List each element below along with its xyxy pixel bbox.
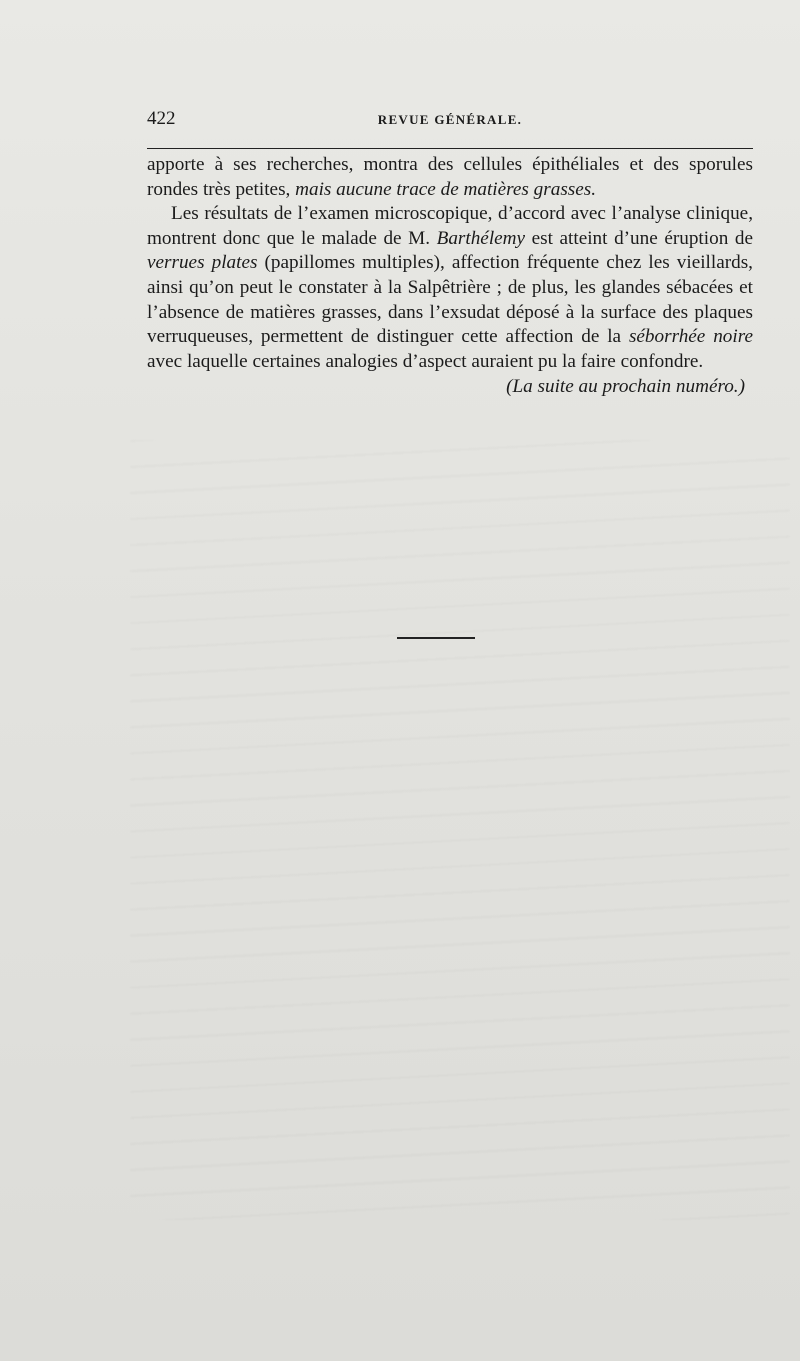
italic-run: séborrhée noire: [628, 326, 753, 348]
italic-run: Barthélemy: [436, 227, 526, 249]
show-through-text: [130, 440, 790, 1220]
body-text: [147, 153, 753, 400]
section-end-rule: [397, 637, 475, 639]
text-run: apporte à ses recherches, montra des cellules épithéliales et des sporules rondes très petites,: [147, 154, 753, 200]
italic-run: verrues plates: [147, 252, 258, 274]
italic-run: mais aucune trace de matières grasses.: [295, 178, 597, 200]
italic-run: (La suite au prochain numéro.): [506, 376, 745, 398]
paragraph-continuation: [147, 153, 753, 202]
header-rule: [147, 148, 753, 149]
text-run: avec laquelle certaines analogies d’aspect auraient pu la faire confondre.: [147, 350, 704, 372]
running-head: REVUE GÉNÉRALE.: [377, 112, 523, 127]
text-run: Les résultats de l’examen microscopique, d’accord avec l’analyse clinique, montrent donc que le malade de M.: [147, 203, 753, 249]
continued-note: [147, 375, 753, 400]
page-header: [147, 108, 753, 138]
page-number: 422: [147, 108, 176, 129]
paragraph-results: [147, 202, 753, 374]
text-run: (papillomes multiples), affection fréquente chez les vieillards, ainsi qu’on peut le constater à la Salpêtrière ; de plus, les glandes sébacées et l’absence de matières grasses, dans l’exsudat déposé à la surface des plaques verruqueuses, permettent de distinguer cette affection de la: [147, 252, 753, 348]
text-run: est atteint d’une éruption de: [525, 227, 753, 249]
